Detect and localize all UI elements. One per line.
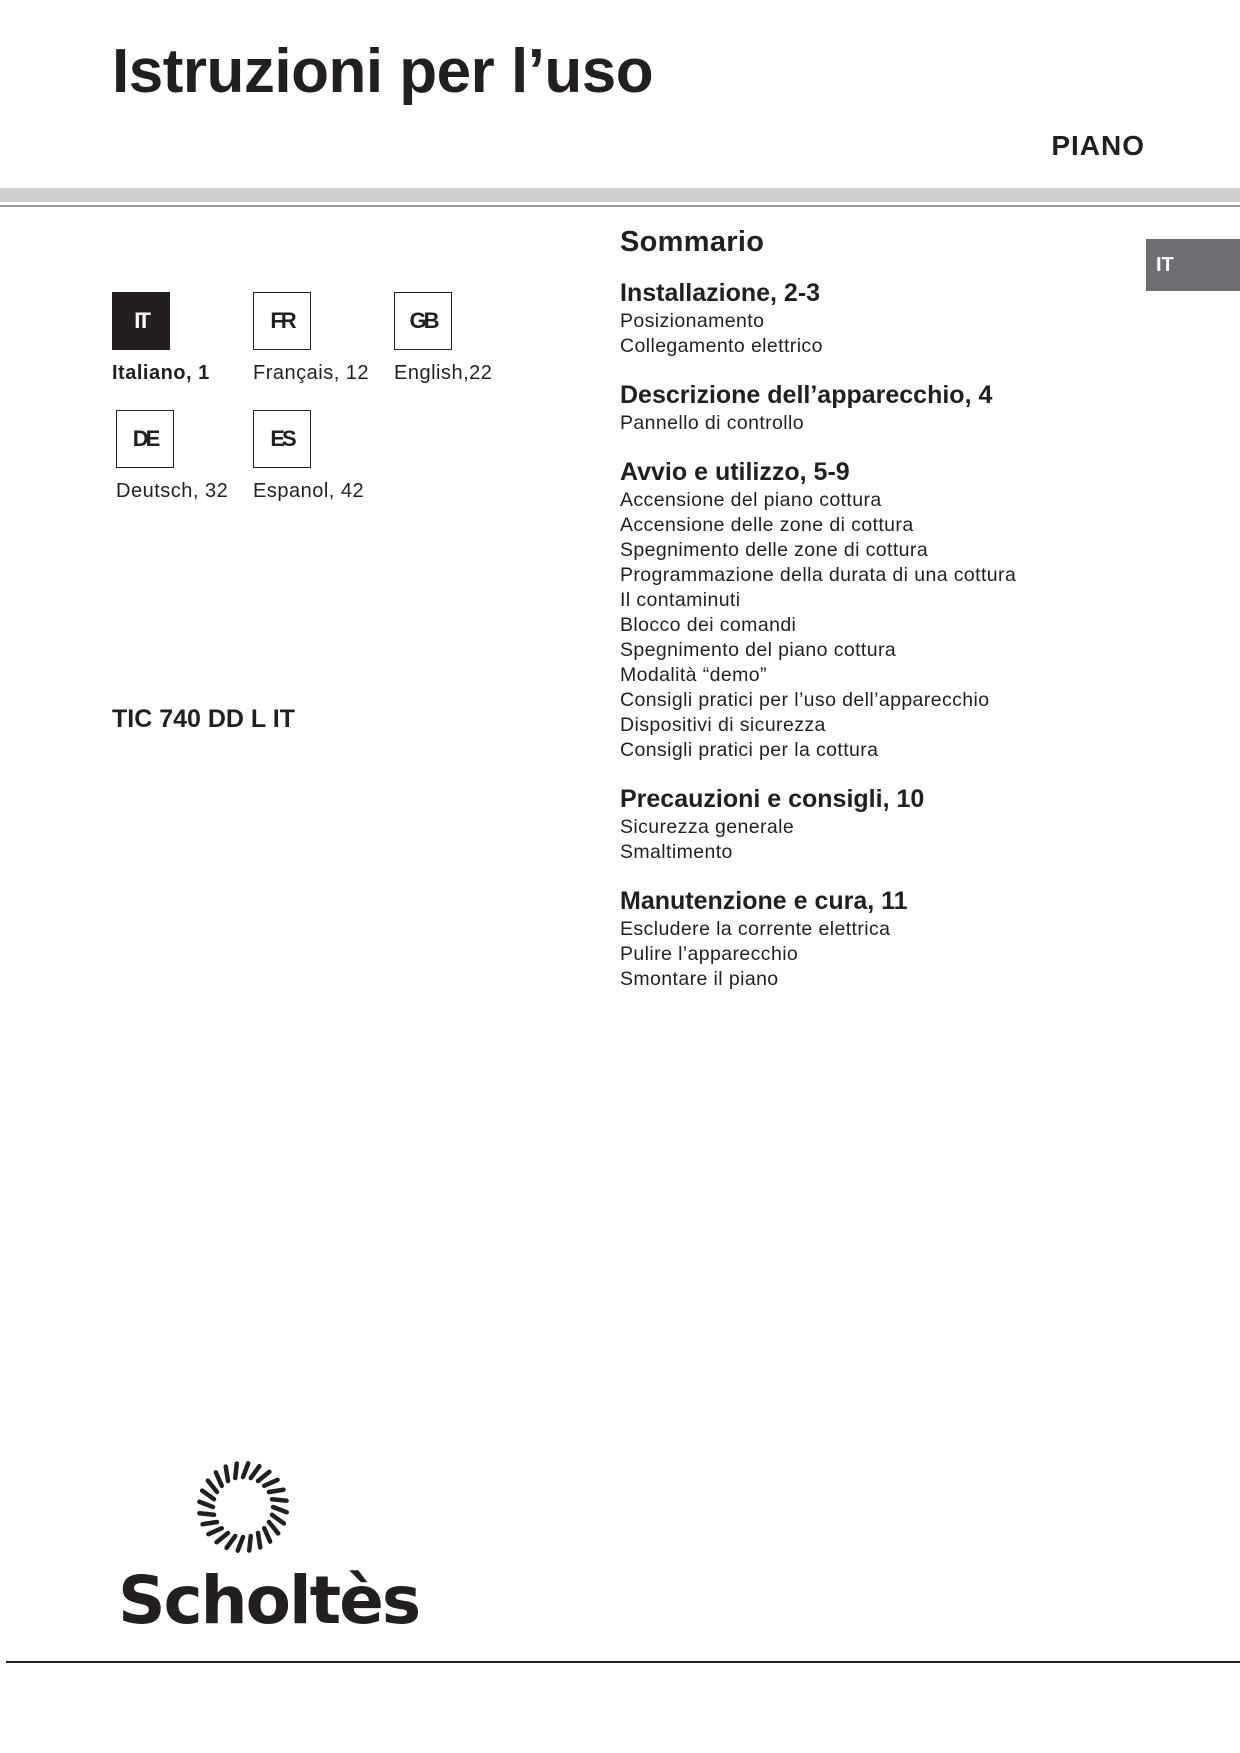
language-option-it[interactable] — [112, 292, 252, 385]
language-option-fr[interactable] — [253, 292, 393, 385]
language-code-box: DE — [116, 410, 174, 468]
language-code-box: GB — [394, 292, 452, 350]
sunburst-ray — [216, 1472, 222, 1485]
toc-item[interactable]: Collegamento elettrico — [620, 335, 823, 357]
sunburst-ray — [272, 1499, 287, 1501]
table-of-contents — [620, 226, 1120, 1012]
model-number: TIC 740 DD L IT — [112, 705, 295, 733]
sunburst-ray — [251, 1466, 260, 1478]
language-label: English,22 — [394, 362, 493, 384]
toc-section — [620, 783, 1120, 865]
sunburst-ray — [269, 1522, 278, 1533]
toc-item[interactable]: Dispositivi di sicurezza — [620, 714, 826, 736]
sunburst-ray — [238, 1537, 243, 1551]
toc-item[interactable]: Consigli pratici per l’uso dell’apparecchio — [620, 689, 990, 711]
language-option-de[interactable] — [116, 410, 256, 503]
sunburst-ray — [269, 1490, 283, 1492]
toc-item[interactable]: Escludere la corrente elettrica — [620, 918, 891, 940]
brand-name: Scholtès — [118, 1562, 420, 1639]
toc-item[interactable]: Accensione delle zone di cottura — [620, 514, 914, 536]
toc-item[interactable]: Posizionamento — [620, 310, 765, 332]
toc-item[interactable]: Spegnimento delle zone di cottura — [620, 539, 929, 561]
toc-sections — [620, 277, 1120, 992]
toc-item[interactable]: Smaltimento — [620, 841, 733, 863]
page-title: Istruzioni per l’uso — [112, 37, 654, 106]
toc-heading: Sommario — [620, 226, 765, 258]
sunburst-ray — [243, 1463, 248, 1477]
sunburst-ray — [208, 1481, 217, 1492]
header-divider-thin — [0, 205, 1240, 207]
toc-item[interactable]: Consigli pratici per la cottura — [620, 739, 879, 761]
toc-section — [620, 456, 1120, 763]
sunburst-ray — [202, 1491, 214, 1500]
toc-item[interactable]: Smontare il piano — [620, 968, 779, 990]
brand-logo — [118, 1452, 420, 1639]
toc-section — [620, 277, 1120, 359]
sunburst-ray — [217, 1533, 228, 1542]
sunburst-ray — [264, 1528, 270, 1541]
toc-item[interactable]: Modalità “demo” — [620, 664, 767, 686]
sunburst-ray — [272, 1515, 284, 1524]
language-code-box: FR — [253, 292, 311, 350]
language-side-tab: IT — [1146, 239, 1240, 291]
toc-section-title[interactable]: Manutenzione e cura, 11 — [620, 887, 908, 915]
sunburst-ray — [273, 1507, 287, 1512]
toc-item[interactable]: Spegnimento del piano cottura — [620, 639, 897, 661]
language-option-gb[interactable] — [394, 292, 534, 385]
toc-item[interactable]: Pulire l’apparecchio — [620, 943, 799, 965]
language-label: Français, 12 — [253, 362, 370, 384]
toc-section-title[interactable]: Descrizione dell’apparecchio, 4 — [620, 381, 993, 409]
footer-rule — [6, 1661, 1240, 1663]
toc-section-title[interactable]: Installazione, 2-3 — [620, 279, 821, 307]
toc-section — [620, 885, 1120, 992]
sunburst-ray — [203, 1522, 217, 1524]
language-code-box: IT — [112, 292, 170, 350]
toc-item[interactable]: Sicurezza generale — [620, 816, 795, 838]
header-divider — [0, 188, 1240, 202]
sunburst-ray — [249, 1536, 251, 1551]
product-type: PIANO — [1051, 130, 1145, 161]
toc-item[interactable]: Accensione del piano cottura — [620, 489, 882, 511]
toc-item[interactable]: Pannello di controllo — [620, 412, 805, 434]
sunburst-ray — [199, 1513, 214, 1515]
sunburst-ray — [264, 1480, 277, 1486]
toc-section-title[interactable]: Avvio e utilizzo, 5-9 — [620, 458, 850, 486]
sunburst-ray — [226, 1467, 228, 1481]
language-label: Deutsch, 32 — [116, 480, 229, 502]
toc-item[interactable]: Blocco dei comandi — [620, 614, 797, 636]
language-code-box: ES — [253, 410, 311, 468]
sunburst-ray — [258, 1533, 260, 1547]
toc-item[interactable]: Programmazione della durata di una cottura — [620, 564, 1017, 586]
sunburst-ray — [208, 1528, 221, 1534]
sunburst-ray — [258, 1472, 269, 1481]
language-label: Espanol, 42 — [253, 480, 365, 502]
sunburst-logo-icon — [188, 1452, 298, 1562]
language-option-es[interactable] — [253, 410, 393, 503]
sunburst-ray — [199, 1502, 213, 1507]
toc-section-title[interactable]: Precauzioni e consigli, 10 — [620, 785, 925, 813]
toc-section — [620, 379, 1120, 436]
toc-item[interactable]: Il contaminuti — [620, 589, 741, 611]
language-label: Italiano, 1 — [112, 362, 210, 384]
sunburst-ray — [227, 1536, 236, 1548]
sunburst-ray — [235, 1463, 237, 1478]
